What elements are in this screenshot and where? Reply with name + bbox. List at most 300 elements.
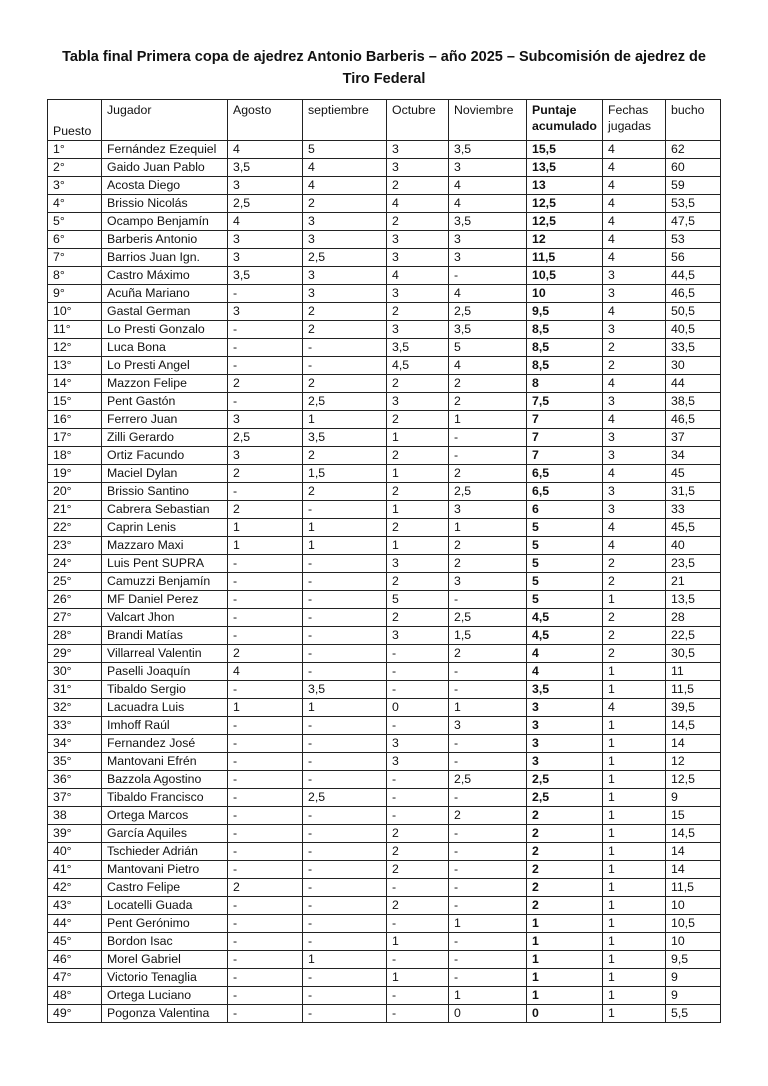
cell-puesto: 1°	[48, 141, 102, 159]
cell-noviembre: 2,5	[449, 609, 527, 627]
cell-fechas: 4	[603, 303, 666, 321]
cell-octubre: 2	[387, 213, 449, 231]
cell-septiembre: -	[303, 969, 387, 987]
cell-septiembre: 1	[303, 519, 387, 537]
header-agosto: Agosto	[228, 100, 303, 141]
cell-agosto: 2	[228, 645, 303, 663]
cell-octubre: 1	[387, 429, 449, 447]
title-line-2: Tiro Federal	[342, 71, 426, 87]
cell-septiembre: -	[303, 933, 387, 951]
cell-jugador: Mazzon Felipe	[102, 375, 228, 393]
cell-octubre: 1	[387, 465, 449, 483]
cell-octubre: 1	[387, 969, 449, 987]
cell-agosto: 2	[228, 501, 303, 519]
table-row	[48, 645, 721, 663]
cell-septiembre: -	[303, 1005, 387, 1023]
cell-octubre: -	[387, 771, 449, 789]
cell-puntaje: 2	[527, 879, 603, 897]
cell-agosto: 4	[228, 663, 303, 681]
table-row	[48, 339, 721, 357]
table-row	[48, 807, 721, 825]
cell-septiembre: 2	[303, 375, 387, 393]
cell-jugador: Maciel Dylan	[102, 465, 228, 483]
cell-jugador: Pent Gastón	[102, 393, 228, 411]
cell-puesto: 35°	[48, 753, 102, 771]
cell-agosto: -	[228, 789, 303, 807]
cell-octubre: 4	[387, 267, 449, 285]
cell-puesto: 19°	[48, 465, 102, 483]
cell-jugador: Gaido Juan Pablo	[102, 159, 228, 177]
cell-puntaje: 3	[527, 717, 603, 735]
cell-octubre: 4,5	[387, 357, 449, 375]
cell-octubre: 2	[387, 609, 449, 627]
header-puntaje: Puntaje acumulado	[527, 100, 603, 141]
cell-agosto: -	[228, 717, 303, 735]
cell-noviembre: 2,5	[449, 483, 527, 501]
cell-agosto: 3	[228, 231, 303, 249]
cell-noviembre: -	[449, 267, 527, 285]
cell-puntaje: 2	[527, 861, 603, 879]
cell-octubre: 2	[387, 411, 449, 429]
cell-bucho: 11	[666, 663, 721, 681]
cell-septiembre: 2,5	[303, 789, 387, 807]
table-row	[48, 951, 721, 969]
cell-noviembre: -	[449, 429, 527, 447]
cell-jugador: Cabrera Sebastian	[102, 501, 228, 519]
cell-octubre: 3	[387, 141, 449, 159]
header-puesto: Puesto	[48, 100, 102, 141]
cell-agosto: -	[228, 825, 303, 843]
cell-octubre: 3	[387, 735, 449, 753]
table-row	[48, 843, 721, 861]
cell-bucho: 40	[666, 537, 721, 555]
cell-fechas: 4	[603, 519, 666, 537]
table-row	[48, 141, 721, 159]
cell-noviembre: 2,5	[449, 303, 527, 321]
cell-puesto: 27°	[48, 609, 102, 627]
cell-octubre: 3	[387, 159, 449, 177]
cell-puntaje: 12	[527, 231, 603, 249]
cell-puntaje: 1	[527, 951, 603, 969]
cell-agosto: 3	[228, 177, 303, 195]
cell-puesto: 32°	[48, 699, 102, 717]
cell-noviembre: 2	[449, 393, 527, 411]
cell-bucho: 12	[666, 753, 721, 771]
table-row	[48, 267, 721, 285]
cell-agosto: -	[228, 681, 303, 699]
cell-bucho: 37	[666, 429, 721, 447]
cell-jugador: Camuzzi Benjamín	[102, 573, 228, 591]
table-row	[48, 303, 721, 321]
cell-bucho: 9	[666, 987, 721, 1005]
cell-noviembre: 2,5	[449, 771, 527, 789]
cell-puesto: 38	[48, 807, 102, 825]
cell-bucho: 39,5	[666, 699, 721, 717]
cell-bucho: 10	[666, 933, 721, 951]
cell-noviembre: 4	[449, 195, 527, 213]
cell-noviembre: -	[449, 789, 527, 807]
cell-puesto: 5°	[48, 213, 102, 231]
cell-puntaje: 8	[527, 375, 603, 393]
table-row	[48, 753, 721, 771]
cell-noviembre: 3	[449, 159, 527, 177]
cell-agosto: -	[228, 339, 303, 357]
cell-noviembre: 2	[449, 465, 527, 483]
cell-jugador: Morel Gabriel	[102, 951, 228, 969]
cell-noviembre: 1	[449, 915, 527, 933]
cell-octubre: 3	[387, 249, 449, 267]
cell-noviembre: 1,5	[449, 627, 527, 645]
cell-puntaje: 1	[527, 987, 603, 1005]
cell-agosto: 2	[228, 375, 303, 393]
cell-agosto: -	[228, 951, 303, 969]
cell-octubre: -	[387, 681, 449, 699]
cell-jugador: Barberis Antonio	[102, 231, 228, 249]
cell-puesto: 16°	[48, 411, 102, 429]
cell-noviembre: 2	[449, 375, 527, 393]
cell-noviembre: 2	[449, 555, 527, 573]
cell-puntaje: 4,5	[527, 609, 603, 627]
cell-puesto: 10°	[48, 303, 102, 321]
cell-septiembre: 1	[303, 411, 387, 429]
cell-octubre: -	[387, 807, 449, 825]
cell-agosto: 2	[228, 879, 303, 897]
cell-jugador: Valcart Jhon	[102, 609, 228, 627]
table-body	[48, 141, 721, 1023]
cell-bucho: 33	[666, 501, 721, 519]
cell-puntaje: 3	[527, 699, 603, 717]
cell-puesto: 2°	[48, 159, 102, 177]
cell-bucho: 59	[666, 177, 721, 195]
table-row	[48, 375, 721, 393]
cell-noviembre: -	[449, 861, 527, 879]
cell-puntaje: 2	[527, 843, 603, 861]
cell-agosto: -	[228, 861, 303, 879]
cell-agosto: -	[228, 897, 303, 915]
cell-jugador: Brandi Matías	[102, 627, 228, 645]
cell-jugador: Lo Presti Angel	[102, 357, 228, 375]
cell-jugador: Tibaldo Sergio	[102, 681, 228, 699]
cell-agosto: 3,5	[228, 267, 303, 285]
cell-agosto: 4	[228, 213, 303, 231]
cell-bucho: 40,5	[666, 321, 721, 339]
cell-noviembre: 1	[449, 411, 527, 429]
cell-noviembre: -	[449, 825, 527, 843]
cell-noviembre: 4	[449, 177, 527, 195]
table-row	[48, 681, 721, 699]
header-jugador: Jugador	[102, 100, 228, 141]
cell-noviembre: 3,5	[449, 321, 527, 339]
cell-puntaje: 4	[527, 645, 603, 663]
cell-jugador: Tschieder Adrián	[102, 843, 228, 861]
cell-puesto: 14°	[48, 375, 102, 393]
cell-puesto: 7°	[48, 249, 102, 267]
cell-jugador: Ocampo Benjamín	[102, 213, 228, 231]
cell-agosto: -	[228, 735, 303, 753]
cell-puntaje: 1	[527, 933, 603, 951]
table-row	[48, 357, 721, 375]
cell-jugador: Castro Felipe	[102, 879, 228, 897]
cell-bucho: 34	[666, 447, 721, 465]
table-row	[48, 969, 721, 987]
cell-puntaje: 11,5	[527, 249, 603, 267]
cell-fechas: 1	[603, 897, 666, 915]
cell-puntaje: 12,5	[527, 195, 603, 213]
cell-septiembre: -	[303, 825, 387, 843]
header-octubre: Octubre	[387, 100, 449, 141]
cell-bucho: 22,5	[666, 627, 721, 645]
cell-noviembre: 3	[449, 249, 527, 267]
cell-noviembre: -	[449, 879, 527, 897]
cell-fechas: 2	[603, 555, 666, 573]
cell-bucho: 14	[666, 861, 721, 879]
cell-bucho: 14	[666, 843, 721, 861]
cell-puntaje: 5	[527, 519, 603, 537]
cell-fechas: 1	[603, 591, 666, 609]
cell-puesto: 42°	[48, 879, 102, 897]
cell-septiembre: 2,5	[303, 393, 387, 411]
cell-jugador: Castro Máximo	[102, 267, 228, 285]
title-line-1: Tabla final Primera copa de ajedrez Antonio Barberis – año 2025 – Subcomisión de ajedrez de	[62, 49, 706, 65]
cell-septiembre: 3	[303, 267, 387, 285]
cell-octubre: 2	[387, 375, 449, 393]
cell-bucho: 11,5	[666, 681, 721, 699]
cell-fechas: 3	[603, 321, 666, 339]
table-row	[48, 519, 721, 537]
cell-jugador: Luis Pent SUPRA	[102, 555, 228, 573]
cell-puntaje: 3,5	[527, 681, 603, 699]
cell-septiembre: -	[303, 897, 387, 915]
cell-fechas: 1	[603, 753, 666, 771]
cell-bucho: 15	[666, 807, 721, 825]
cell-octubre: 3	[387, 285, 449, 303]
cell-noviembre: -	[449, 969, 527, 987]
cell-puntaje: 10	[527, 285, 603, 303]
table-row	[48, 501, 721, 519]
cell-puntaje: 6,5	[527, 483, 603, 501]
cell-noviembre: -	[449, 447, 527, 465]
cell-septiembre: -	[303, 591, 387, 609]
cell-jugador: Fernandez José	[102, 735, 228, 753]
table-row	[48, 447, 721, 465]
cell-agosto: -	[228, 933, 303, 951]
cell-bucho: 44	[666, 375, 721, 393]
cell-fechas: 1	[603, 771, 666, 789]
cell-septiembre: -	[303, 645, 387, 663]
cell-jugador: Imhoff Raúl	[102, 717, 228, 735]
cell-fechas: 1	[603, 879, 666, 897]
cell-puntaje: 13,5	[527, 159, 603, 177]
cell-septiembre: 3,5	[303, 681, 387, 699]
cell-agosto: 2	[228, 465, 303, 483]
cell-jugador: Pent Gerónimo	[102, 915, 228, 933]
cell-bucho: 30	[666, 357, 721, 375]
cell-bucho: 33,5	[666, 339, 721, 357]
cell-puesto: 24°	[48, 555, 102, 573]
cell-puesto: 47°	[48, 969, 102, 987]
cell-fechas: 1	[603, 1005, 666, 1023]
cell-puntaje: 15,5	[527, 141, 603, 159]
cell-fechas: 4	[603, 141, 666, 159]
cell-jugador: Tibaldo Francisco	[102, 789, 228, 807]
cell-puntaje: 10,5	[527, 267, 603, 285]
cell-puntaje: 8,5	[527, 339, 603, 357]
cell-puntaje: 8,5	[527, 321, 603, 339]
cell-puntaje: 7,5	[527, 393, 603, 411]
cell-puntaje: 1	[527, 915, 603, 933]
cell-noviembre: 2	[449, 645, 527, 663]
cell-agosto: -	[228, 771, 303, 789]
cell-octubre: -	[387, 879, 449, 897]
cell-octubre: 1	[387, 537, 449, 555]
cell-puesto: 37°	[48, 789, 102, 807]
cell-agosto: -	[228, 591, 303, 609]
cell-septiembre: -	[303, 555, 387, 573]
cell-fechas: 3	[603, 483, 666, 501]
cell-puntaje: 7	[527, 411, 603, 429]
cell-jugador: Barrios Juan Ign.	[102, 249, 228, 267]
cell-octubre: 2	[387, 825, 449, 843]
cell-bucho: 50,5	[666, 303, 721, 321]
cell-noviembre: 2	[449, 537, 527, 555]
cell-puntaje: 2	[527, 897, 603, 915]
cell-septiembre: -	[303, 501, 387, 519]
cell-agosto: -	[228, 555, 303, 573]
cell-bucho: 13,5	[666, 591, 721, 609]
header-noviembre: Noviembre	[449, 100, 527, 141]
cell-puesto: 40°	[48, 843, 102, 861]
cell-fechas: 1	[603, 807, 666, 825]
cell-bucho: 14	[666, 735, 721, 753]
cell-jugador: Pogonza Valentina	[102, 1005, 228, 1023]
cell-fechas: 2	[603, 645, 666, 663]
cell-octubre: 2	[387, 303, 449, 321]
table-row	[48, 591, 721, 609]
cell-agosto: -	[228, 285, 303, 303]
cell-octubre: 3	[387, 555, 449, 573]
cell-septiembre: -	[303, 915, 387, 933]
cell-fechas: 4	[603, 465, 666, 483]
cell-septiembre: -	[303, 771, 387, 789]
cell-agosto: 2,5	[228, 429, 303, 447]
cell-octubre: 4	[387, 195, 449, 213]
cell-puntaje: 9,5	[527, 303, 603, 321]
cell-septiembre: 3	[303, 213, 387, 231]
cell-jugador: Locatelli Guada	[102, 897, 228, 915]
cell-septiembre: 1	[303, 537, 387, 555]
cell-agosto: 4	[228, 141, 303, 159]
cell-fechas: 1	[603, 933, 666, 951]
cell-fechas: 4	[603, 231, 666, 249]
cell-puesto: 25°	[48, 573, 102, 591]
cell-noviembre: 4	[449, 357, 527, 375]
cell-puntaje: 5	[527, 555, 603, 573]
cell-bucho: 10	[666, 897, 721, 915]
cell-noviembre: -	[449, 753, 527, 771]
cell-noviembre: 2	[449, 807, 527, 825]
cell-octubre: 3	[387, 231, 449, 249]
cell-agosto: 3	[228, 411, 303, 429]
cell-noviembre: -	[449, 681, 527, 699]
cell-fechas: 1	[603, 843, 666, 861]
cell-fechas: 4	[603, 375, 666, 393]
cell-agosto: -	[228, 753, 303, 771]
table-row	[48, 393, 721, 411]
cell-agosto: 2,5	[228, 195, 303, 213]
cell-octubre: 3,5	[387, 339, 449, 357]
cell-octubre: 3	[387, 753, 449, 771]
cell-agosto: -	[228, 987, 303, 1005]
cell-jugador: Gastal German	[102, 303, 228, 321]
cell-octubre: -	[387, 951, 449, 969]
table-row	[48, 411, 721, 429]
cell-septiembre: -	[303, 663, 387, 681]
cell-noviembre: 5	[449, 339, 527, 357]
cell-septiembre: -	[303, 753, 387, 771]
cell-agosto: -	[228, 609, 303, 627]
cell-puntaje: 2	[527, 825, 603, 843]
cell-septiembre: -	[303, 339, 387, 357]
cell-septiembre: -	[303, 609, 387, 627]
cell-fechas: 3	[603, 285, 666, 303]
cell-septiembre: -	[303, 627, 387, 645]
cell-puesto: 3°	[48, 177, 102, 195]
cell-septiembre: -	[303, 735, 387, 753]
cell-octubre: -	[387, 915, 449, 933]
cell-puntaje: 5	[527, 591, 603, 609]
cell-puesto: 44°	[48, 915, 102, 933]
cell-septiembre: -	[303, 717, 387, 735]
cell-noviembre: 3	[449, 501, 527, 519]
cell-septiembre: 1	[303, 951, 387, 969]
cell-octubre: -	[387, 717, 449, 735]
cell-fechas: 3	[603, 447, 666, 465]
cell-fechas: 1	[603, 717, 666, 735]
cell-septiembre: -	[303, 807, 387, 825]
table-row	[48, 555, 721, 573]
cell-agosto: 3,5	[228, 159, 303, 177]
cell-jugador: García Aquiles	[102, 825, 228, 843]
cell-puesto: 49°	[48, 1005, 102, 1023]
standings-table	[47, 99, 721, 1023]
cell-bucho: 31,5	[666, 483, 721, 501]
cell-jugador: Luca Bona	[102, 339, 228, 357]
cell-puntaje: 3	[527, 735, 603, 753]
cell-fechas: 3	[603, 393, 666, 411]
cell-puesto: 11°	[48, 321, 102, 339]
cell-puesto: 17°	[48, 429, 102, 447]
cell-fechas: 4	[603, 195, 666, 213]
cell-jugador: Caprin Lenis	[102, 519, 228, 537]
cell-puesto: 33°	[48, 717, 102, 735]
table-row	[48, 195, 721, 213]
cell-puntaje: 0	[527, 1005, 603, 1023]
cell-octubre: 2	[387, 447, 449, 465]
cell-fechas: 1	[603, 789, 666, 807]
table-row	[48, 861, 721, 879]
cell-fechas: 1	[603, 681, 666, 699]
table-row	[48, 429, 721, 447]
cell-bucho: 21	[666, 573, 721, 591]
cell-puntaje: 13	[527, 177, 603, 195]
cell-puesto: 26°	[48, 591, 102, 609]
cell-jugador: Paselli Joaquín	[102, 663, 228, 681]
cell-agosto: -	[228, 321, 303, 339]
cell-jugador: Zilli Gerardo	[102, 429, 228, 447]
table-row	[48, 699, 721, 717]
cell-octubre: 3	[387, 627, 449, 645]
cell-jugador: Villarreal Valentin	[102, 645, 228, 663]
